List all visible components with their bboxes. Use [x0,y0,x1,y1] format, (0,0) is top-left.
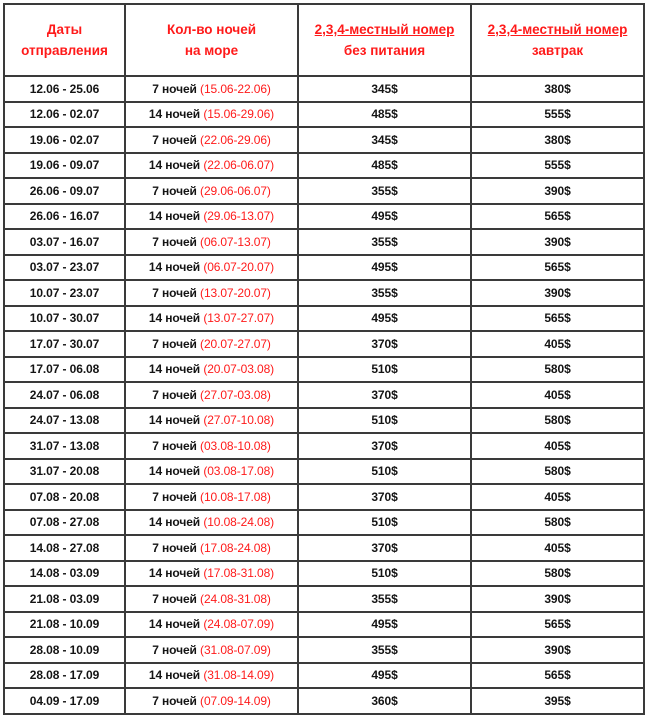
table-row [4,688,644,714]
table-row [4,382,644,408]
table-body [4,76,644,714]
table-row [4,586,644,612]
nights-cell [125,586,298,612]
nights-cell [125,561,298,587]
stay-date-range: (20.07-27.07) [200,336,271,351]
departure-dates-cell: 19.06 - 09.07 [4,153,125,179]
stay-date-range: (06.07-13.07) [200,234,271,249]
price-breakfast-cell: 565$ [471,306,644,332]
price-no-meals-cell: 370$ [298,331,471,357]
price-breakfast-cell: 405$ [471,382,644,408]
departure-dates-cell: 10.07 - 30.07 [4,306,125,332]
price-breakfast-cell: 580$ [471,357,644,383]
price-breakfast-cell: 390$ [471,280,644,306]
nights-count: 7 ночей [152,81,197,96]
nights-count: 14 ночей [148,668,201,683]
header-row [4,4,644,76]
nights-count: 7 ночей [152,132,197,147]
table-row [4,561,644,587]
stay-date-range: (07.09-14.09) [200,693,271,708]
nights-count: 14 ночей [148,260,201,275]
table-row [4,76,644,102]
nights-cell [125,331,298,357]
stay-date-range: (17.08-24.08) [200,540,271,555]
nights-cell [125,459,298,485]
price-no-meals-cell: 510$ [298,510,471,536]
table-row [4,357,644,383]
nights-count: 7 ночей [152,285,197,300]
nights-cell [125,357,298,383]
price-no-meals-cell: 510$ [298,459,471,485]
nights-cell [125,204,298,230]
nights-count: 7 ночей [152,336,197,351]
table-row [4,637,644,663]
stay-date-range: (31.08-14.09) [203,668,275,683]
nights-cell [125,280,298,306]
room-type-link[interactable]: 2,3,4-местный номер [487,22,628,37]
nights-count: 14 ночей [148,209,201,224]
departure-dates-cell: 07.08 - 20.08 [4,484,125,510]
nights-count: 14 ночей [148,158,201,173]
price-breakfast-cell: 390$ [471,229,644,255]
table-row [4,408,644,434]
table-row [4,484,644,510]
nights-cell [125,535,298,561]
stay-date-range: (29.06-13.07) [203,209,275,224]
stay-date-range: (13.07-20.07) [200,285,271,300]
nights-cell [125,76,298,102]
stay-date-range: (24.08-31.08) [200,591,271,606]
nights-count: 7 ночей [152,642,197,657]
stay-date-range: (03.08-10.08) [200,438,271,453]
header-nights-count-line2: на море [184,43,239,58]
stay-date-range: (22.06-06.07) [203,158,275,173]
price-breakfast-cell: 555$ [471,153,644,179]
nights-count: 7 ночей [152,591,197,606]
price-breakfast-cell: 580$ [471,408,644,434]
price-breakfast-cell: 580$ [471,561,644,587]
departure-dates-cell: 12.06 - 02.07 [4,102,125,128]
nights-count: 7 ночей [152,183,197,198]
nights-cell [125,484,298,510]
nights-count: 7 ночей [152,234,197,249]
price-breakfast-cell: 380$ [471,127,644,153]
nights-cell [125,255,298,281]
stay-date-range: (15.06-29.06) [203,107,275,122]
table-row [4,459,644,485]
table-row [4,229,644,255]
nights-cell [125,433,298,459]
price-breakfast-cell: 565$ [471,612,644,638]
nights-count: 14 ночей [148,311,201,326]
price-no-meals-cell: 485$ [298,102,471,128]
price-no-meals-cell: 495$ [298,663,471,689]
price-no-meals-cell: 510$ [298,408,471,434]
departure-dates-cell: 24.07 - 06.08 [4,382,125,408]
departure-dates-cell: 31.07 - 20.08 [4,459,125,485]
header-nights-count [125,4,298,76]
table-row [4,510,644,536]
price-breakfast-cell: 580$ [471,510,644,536]
departure-dates-cell: 03.07 - 23.07 [4,255,125,281]
nights-count: 14 ночей [148,617,201,632]
table-row [4,204,644,230]
header-departure-dates-line1: Даты [46,22,83,37]
stay-date-range: (03.08-17.08) [203,464,275,479]
nights-cell [125,229,298,255]
nights-count: 7 ночей [152,489,197,504]
nights-cell [125,153,298,179]
table-row [4,306,644,332]
price-breakfast-cell: 565$ [471,204,644,230]
table-row [4,535,644,561]
departure-dates-cell: 17.07 - 06.08 [4,357,125,383]
stay-date-range: (20.07-03.08) [203,362,275,377]
table-row [4,331,644,357]
stay-date-range: (22.06-29.06) [200,132,271,147]
price-breakfast-cell: 395$ [471,688,644,714]
price-no-meals-cell: 370$ [298,535,471,561]
price-breakfast-cell: 565$ [471,255,644,281]
table-row [4,127,644,153]
nights-cell [125,663,298,689]
departure-dates-cell: 14.08 - 27.08 [4,535,125,561]
nights-count: 14 ночей [148,107,201,122]
table-row [4,433,644,459]
header-room-no-meals [298,4,471,76]
table-row [4,178,644,204]
nights-cell [125,382,298,408]
price-breakfast-cell: 565$ [471,663,644,689]
table-header [4,4,644,76]
nights-cell [125,127,298,153]
price-breakfast-cell: 405$ [471,433,644,459]
price-breakfast-cell: 380$ [471,76,644,102]
price-no-meals-cell: 495$ [298,306,471,332]
stay-date-range: (31.08-07.09) [200,642,271,657]
stay-date-range: (29.06-06.07) [200,183,271,198]
departure-dates-cell: 31.07 - 13.08 [4,433,125,459]
nights-count: 14 ночей [148,515,201,530]
nights-count: 7 ночей [152,540,197,555]
nights-cell [125,408,298,434]
stay-date-range: (06.07-20.07) [203,260,275,275]
nights-cell [125,612,298,638]
nights-cell [125,102,298,128]
price-breakfast-cell: 390$ [471,637,644,663]
header-room-no-meals-line2: без питания [343,43,426,58]
stay-date-range: (17.08-31.08) [203,566,275,581]
departure-dates-cell: 04.09 - 17.09 [4,688,125,714]
price-breakfast-cell: 405$ [471,331,644,357]
price-no-meals-cell: 370$ [298,484,471,510]
stay-date-range: (15.06-22.06) [200,81,271,96]
price-table-container [3,3,643,715]
departure-dates-cell: 03.07 - 16.07 [4,229,125,255]
nights-cell [125,688,298,714]
price-no-meals-cell: 370$ [298,382,471,408]
departure-dates-cell: 07.08 - 27.08 [4,510,125,536]
price-no-meals-cell: 345$ [298,127,471,153]
price-breakfast-cell: 555$ [471,102,644,128]
departure-dates-cell: 10.07 - 23.07 [4,280,125,306]
departure-dates-cell: 28.08 - 17.09 [4,663,125,689]
price-no-meals-cell: 355$ [298,586,471,612]
stay-date-range: (27.07-03.08) [200,387,271,402]
price-no-meals-cell: 510$ [298,561,471,587]
nights-cell [125,306,298,332]
departure-dates-cell: 14.08 - 03.09 [4,561,125,587]
header-departure-dates [4,4,125,76]
price-no-meals-cell: 495$ [298,204,471,230]
departure-dates-cell: 19.06 - 02.07 [4,127,125,153]
price-table [3,3,645,715]
nights-count: 14 ночей [148,413,201,428]
departure-dates-cell: 17.07 - 30.07 [4,331,125,357]
price-no-meals-cell: 355$ [298,637,471,663]
price-no-meals-cell: 370$ [298,433,471,459]
departure-dates-cell: 21.08 - 03.09 [4,586,125,612]
price-no-meals-cell: 510$ [298,357,471,383]
departure-dates-cell: 26.06 - 09.07 [4,178,125,204]
price-no-meals-cell: 355$ [298,178,471,204]
departure-dates-cell: 28.08 - 10.09 [4,637,125,663]
price-breakfast-cell: 580$ [471,459,644,485]
price-breakfast-cell: 390$ [471,178,644,204]
departure-dates-cell: 24.07 - 13.08 [4,408,125,434]
table-row [4,255,644,281]
nights-cell [125,510,298,536]
header-nights-count-line1: Кол-во ночей [166,22,257,37]
nights-cell [125,178,298,204]
price-no-meals-cell: 355$ [298,229,471,255]
room-type-link[interactable]: 2,3,4-местный номер [314,22,455,37]
stay-date-range: (10.08-24.08) [203,515,275,530]
table-row [4,102,644,128]
stay-date-range: (13.07-27.07) [203,311,275,326]
price-breakfast-cell: 390$ [471,586,644,612]
nights-cell [125,637,298,663]
price-no-meals-cell: 495$ [298,612,471,638]
table-row [4,280,644,306]
nights-count: 14 ночей [148,566,201,581]
nights-count: 7 ночей [152,693,197,708]
header-room-breakfast-line2: завтрак [531,43,584,58]
table-row [4,663,644,689]
header-departure-dates-line2: отправления [21,43,108,58]
table-row [4,612,644,638]
stay-date-range: (27.07-10.08) [203,413,275,428]
stay-date-range: (10.08-17.08) [200,489,271,504]
stay-date-range: (24.08-07.09) [203,617,275,632]
departure-dates-cell: 21.08 - 10.09 [4,612,125,638]
nights-count: 7 ночей [152,438,197,453]
price-no-meals-cell: 485$ [298,153,471,179]
table-row [4,153,644,179]
price-no-meals-cell: 345$ [298,76,471,102]
header-room-breakfast [471,4,644,76]
price-no-meals-cell: 495$ [298,255,471,281]
price-breakfast-cell: 405$ [471,535,644,561]
departure-dates-cell: 12.06 - 25.06 [4,76,125,102]
nights-count: 14 ночей [148,362,201,377]
nights-count: 14 ночей [148,464,201,479]
departure-dates-cell: 26.06 - 16.07 [4,204,125,230]
price-breakfast-cell: 405$ [471,484,644,510]
price-no-meals-cell: 355$ [298,280,471,306]
nights-count: 7 ночей [152,387,197,402]
price-no-meals-cell: 360$ [298,688,471,714]
